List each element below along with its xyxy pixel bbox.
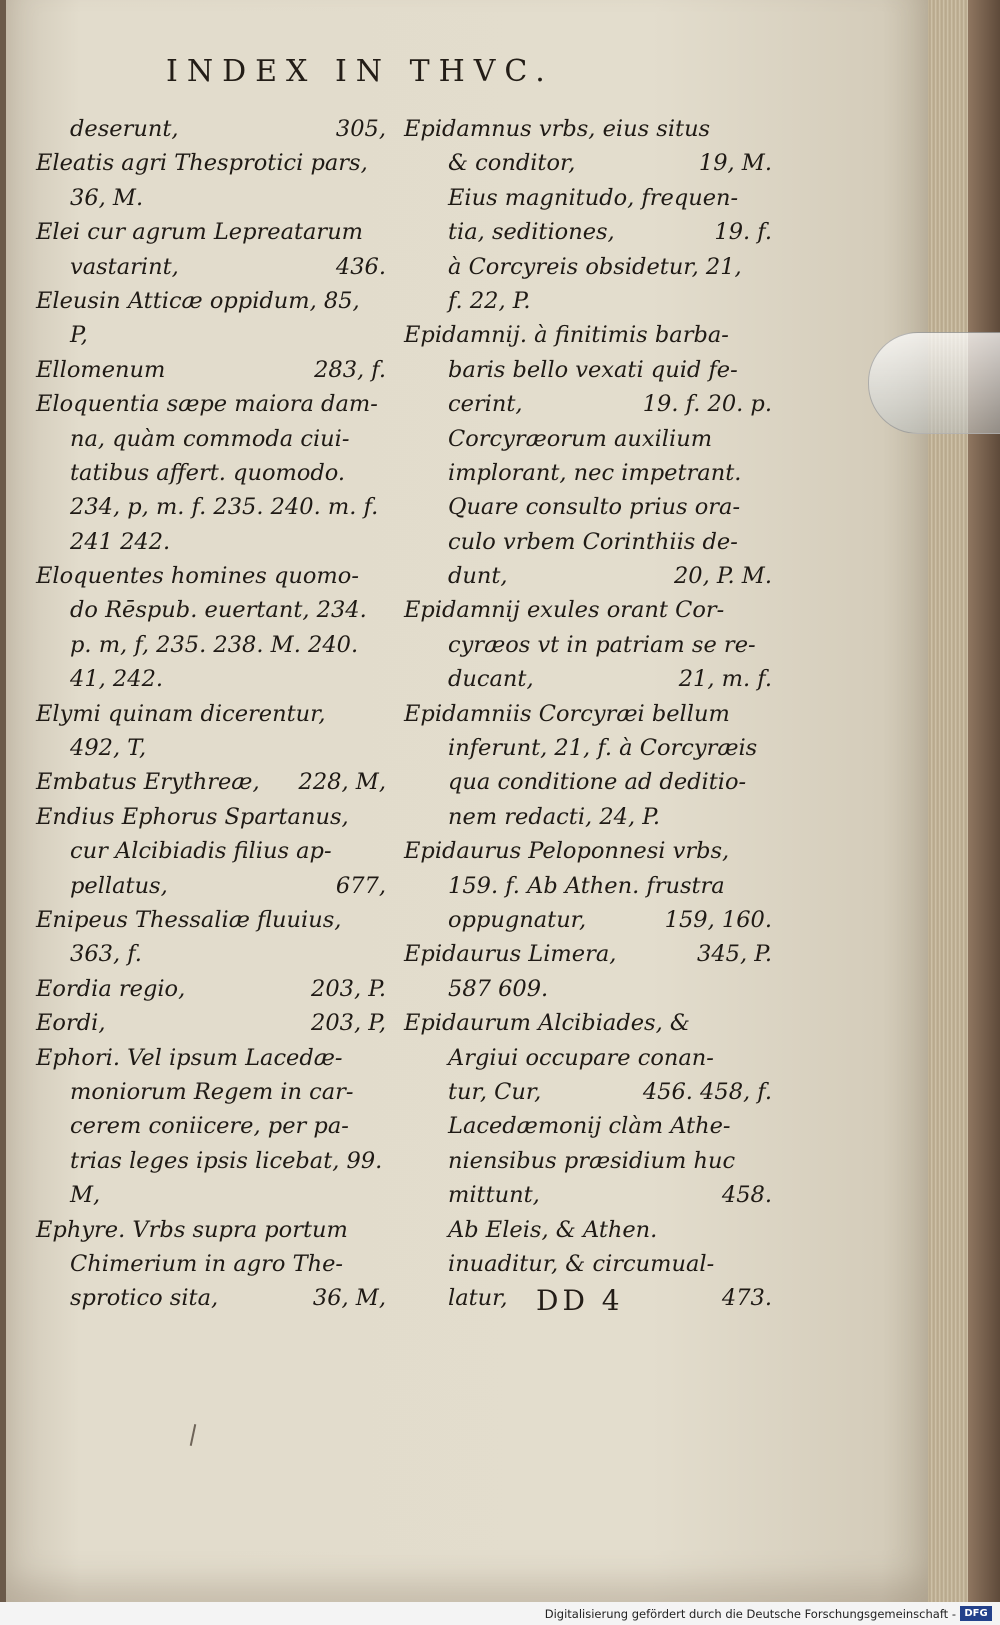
dfg-logo: DFG <box>960 1606 992 1621</box>
index-entry-text: qua conditione ad deditio- <box>448 769 747 796</box>
index-entry-line <box>404 662 772 696</box>
index-entry-text: 234, p, m. f. 235. 240. m. f. <box>70 494 379 521</box>
index-entry-text: moniorum Regem in car- <box>70 1078 354 1105</box>
index-entry-line <box>404 422 772 456</box>
index-entry-line <box>36 869 386 903</box>
index-entry-text: Ellomenum <box>36 356 166 383</box>
index-entry-line <box>36 937 386 971</box>
index-entry-line <box>36 387 386 421</box>
index-column-left <box>36 112 386 1316</box>
index-entry-reference: 19. f. <box>714 219 772 246</box>
index-entry-line <box>36 800 386 834</box>
index-entry-reference: 283, f. <box>314 356 386 383</box>
index-entry-text: Argiui occupare conan- <box>448 1044 714 1071</box>
index-entry-line <box>36 181 386 215</box>
index-entry-text: P, <box>70 322 88 349</box>
index-entry-line <box>404 284 772 318</box>
index-entry-line <box>404 112 772 146</box>
index-entry-text: Epidaurus Peloponnesi vrbs, <box>404 838 730 865</box>
page-edges <box>928 0 968 1602</box>
index-entry-text: sprotico sita, <box>70 1285 219 1312</box>
index-entry-text: Elymi quinam dicerentur, <box>36 700 326 727</box>
index-entry-text: cur Alcibiadis filius ap- <box>70 838 332 865</box>
index-entry-text: oppugnatur, <box>448 906 587 933</box>
digitization-footer <box>0 1602 1000 1625</box>
index-entry-text: Ab Eleis, & Athen. <box>448 1216 658 1243</box>
index-entry-line <box>404 593 772 627</box>
index-entry-line <box>36 250 386 284</box>
index-entry-text: inuaditur, & circumual- <box>448 1250 715 1277</box>
index-entry-line <box>404 490 772 524</box>
index-entry-reference: 436. <box>335 253 386 280</box>
catchword: DD 4 <box>536 1284 624 1317</box>
index-entry-text: Epidamnij exules orant Cor- <box>404 597 725 624</box>
index-entry-line <box>404 456 772 490</box>
index-entry-reference: 203, P. <box>311 975 386 1002</box>
index-entry-text: do Rēspub. euertant, 234. <box>70 597 367 624</box>
index-entry-reference: 677, <box>335 872 386 899</box>
index-entry-text: Epidaurum Alcibiades, & <box>404 1010 690 1037</box>
index-entry-text: ducant, <box>448 666 534 693</box>
index-entry-line <box>36 1006 386 1040</box>
index-entry-text: Corcyræorum auxilium <box>448 425 713 452</box>
index-entry-reference: 345, P. <box>697 941 772 968</box>
index-entry-line <box>404 1144 772 1178</box>
index-entry-line <box>404 697 772 731</box>
index-entry-line <box>36 215 386 249</box>
index-entry-line <box>36 353 386 387</box>
index-entry-text: niensibus præsidium huc <box>448 1147 736 1174</box>
index-entry-text: à Corcyreis obsidetur, 21, <box>448 253 742 280</box>
index-entry-text: & conditor, <box>448 150 576 177</box>
index-entry-text: p. m, f, 235. 238. M. 240. <box>70 631 359 658</box>
index-entry-line <box>404 1109 772 1143</box>
index-entry-text: cerint, <box>448 391 523 418</box>
index-entry-text: Elei cur agrum Lepreatarum <box>36 219 364 246</box>
index-entry-text: culo vrbem Corinthiis de- <box>448 528 738 555</box>
index-entry-line <box>36 593 386 627</box>
index-entry-line <box>36 456 386 490</box>
index-entry-line <box>404 387 772 421</box>
index-entry-line <box>404 903 772 937</box>
index-entry-line <box>36 1144 386 1178</box>
index-entry-line <box>36 628 386 662</box>
glass-clip <box>868 332 1000 434</box>
index-entry-text: Ephori. Vel ipsum Lacedæ- <box>36 1044 343 1071</box>
index-entry-line <box>404 1213 772 1247</box>
index-entry-text: 363, f. <box>70 941 142 968</box>
index-entry-line <box>36 834 386 868</box>
index-entry-reference: 36, M, <box>312 1285 386 1312</box>
index-entry-line <box>404 1247 772 1281</box>
index-entry-line <box>404 1041 772 1075</box>
index-entry-reference: 305, <box>335 116 386 142</box>
index-entry-text: f. 22, P. <box>448 287 531 314</box>
index-entry-text: 492, T, <box>70 735 147 762</box>
index-entry-line <box>404 628 772 662</box>
pen-mark <box>190 1424 197 1446</box>
index-entry-line <box>404 869 772 903</box>
index-entry-line <box>404 250 772 284</box>
index-entry-line <box>36 422 386 456</box>
index-entry-text: Eordi, <box>36 1010 106 1037</box>
index-entry-line <box>404 765 772 799</box>
index-entry-line <box>36 662 386 696</box>
index-entry-text: dunt, <box>448 563 508 590</box>
index-entry-text: M, <box>70 1182 101 1209</box>
index-entry-text: trias leges ipsis licebat, 99. <box>70 1147 383 1174</box>
index-entry-text: Chimerium in agro The- <box>70 1250 344 1277</box>
book-page <box>6 0 928 1602</box>
index-entry-text: Epidaurus Limera, <box>404 941 617 968</box>
index-entry-line <box>404 215 772 249</box>
index-entry-line <box>36 1178 386 1212</box>
index-entry-text: 241 242. <box>70 528 171 555</box>
index-entry-text: tur, Cur, <box>448 1078 542 1105</box>
running-title: INDEX IN THVC. <box>166 54 554 89</box>
index-entry-line <box>404 1006 772 1040</box>
index-entry-line <box>36 112 386 146</box>
index-entry-text: deserunt, <box>70 116 179 142</box>
index-entry-line <box>404 318 772 352</box>
index-entry-text: Endius Ephorus Spartanus, <box>36 803 349 830</box>
index-entry-line <box>404 353 772 387</box>
index-entry-text: 587 609. <box>448 975 549 1002</box>
index-entry-line <box>36 731 386 765</box>
index-entry-reference: 456. 458, f. <box>642 1078 772 1105</box>
index-entry-text: vastarint, <box>70 253 179 280</box>
index-entry-line <box>36 903 386 937</box>
index-entry-line <box>36 318 386 352</box>
index-entry-line <box>36 1213 386 1247</box>
index-entry-text: Embatus Erythreæ, <box>36 769 260 796</box>
index-entry-line <box>404 937 772 971</box>
index-entry-text: baris bello vexati quid fe- <box>448 356 738 383</box>
index-entry-text: pellatus, <box>70 872 168 899</box>
index-entry-reference: 473. <box>721 1285 772 1312</box>
index-entry-line <box>404 800 772 834</box>
footer-credit: Digitalisierung gefördert durch die Deutsche Forschungsgemeinschaft - <box>544 1607 956 1621</box>
index-entry-line <box>404 834 772 868</box>
index-entry-line <box>36 146 386 180</box>
index-entry-line <box>404 1075 772 1109</box>
index-entry-text: cerem coniicere, per pa- <box>70 1113 349 1140</box>
index-entry-text: mittunt, <box>448 1182 540 1209</box>
index-entry-line <box>36 697 386 731</box>
index-entry-text: Epidamniis Corcyræi bellum <box>404 700 730 727</box>
index-entry-text: tia, seditiones, <box>448 219 615 246</box>
index-entry-text: Eleusin Atticæ oppidum, 85, <box>36 287 360 314</box>
index-entry-text: na, quàm commoda ciui- <box>70 425 350 452</box>
index-entry-text: cyræos vt in patriam se re- <box>448 631 756 658</box>
index-entry-line <box>36 559 386 593</box>
index-entry-line <box>404 731 772 765</box>
index-entry-text: nem redacti, 24, P. <box>448 803 660 830</box>
index-entry-text: Eloquentes homines quomo- <box>36 563 359 590</box>
index-entry-reference: 21, m. f. <box>678 666 772 693</box>
index-entry-line <box>404 1178 772 1212</box>
index-entry-line <box>36 1109 386 1143</box>
book-cover <box>968 0 1000 1602</box>
index-entry-line <box>36 1041 386 1075</box>
index-entry-line <box>36 1075 386 1109</box>
index-entry-text: 41, 242. <box>70 666 164 693</box>
index-entry-reference: 458. <box>721 1182 772 1209</box>
index-entry-text: Eius magnitudo, frequen- <box>448 184 739 211</box>
index-entry-line <box>36 765 386 799</box>
index-entry-reference: 203, P, <box>311 1010 386 1037</box>
index-entry-reference: 159, 160. <box>664 906 772 933</box>
index-entry-reference: 19, M. <box>698 150 772 177</box>
index-entry-reference: 228, M, <box>298 769 386 796</box>
index-entry-line <box>404 525 772 559</box>
index-entry-text: Eordia regio, <box>36 975 186 1002</box>
index-entry-line <box>404 559 772 593</box>
index-entry-line <box>36 490 386 524</box>
index-entry-text: 36, M. <box>70 184 144 211</box>
index-entry-text: 159. f. Ab Athen. frustra <box>448 872 725 899</box>
index-entry-text: inferunt, 21, f. à Corcyræis <box>448 735 758 762</box>
index-entry-reference: 20, P. M. <box>673 563 772 590</box>
index-column-right <box>404 112 772 1316</box>
index-entry-text: implorant, nec impetrant. <box>448 459 742 486</box>
index-entry-text: Enipeus Thessaliæ fluuius, <box>36 906 342 933</box>
index-entry-text: Epidamnij. à finitimis barba- <box>404 322 729 349</box>
index-entry-text: Eloquentia sæpe maiora dam- <box>36 391 378 418</box>
index-entry-text: Ephyre. Vrbs supra portum <box>36 1216 348 1243</box>
index-entry-text: Epidamnus vrbs, eius situs <box>404 116 711 142</box>
index-entry-text: Lacedæmonij clàm Athe- <box>448 1113 731 1140</box>
index-entry-text: tatibus affert. quomodo. <box>70 459 346 486</box>
index-entry-line <box>404 146 772 180</box>
index-entry-line <box>36 525 386 559</box>
index-entry-text: Eleatis agri Thesprotici pars, <box>36 150 368 177</box>
index-entry-line <box>404 972 772 1006</box>
index-entry-line <box>36 1281 386 1315</box>
index-entry-reference: 19. f. 20. p. <box>642 391 772 418</box>
index-entry-line <box>404 181 772 215</box>
index-entry-text: latur, <box>448 1285 508 1312</box>
index-entry-line <box>36 972 386 1006</box>
index-entry-text: Quare consulto prius ora- <box>448 494 741 521</box>
index-entry-line <box>36 1247 386 1281</box>
index-entry-line <box>36 284 386 318</box>
